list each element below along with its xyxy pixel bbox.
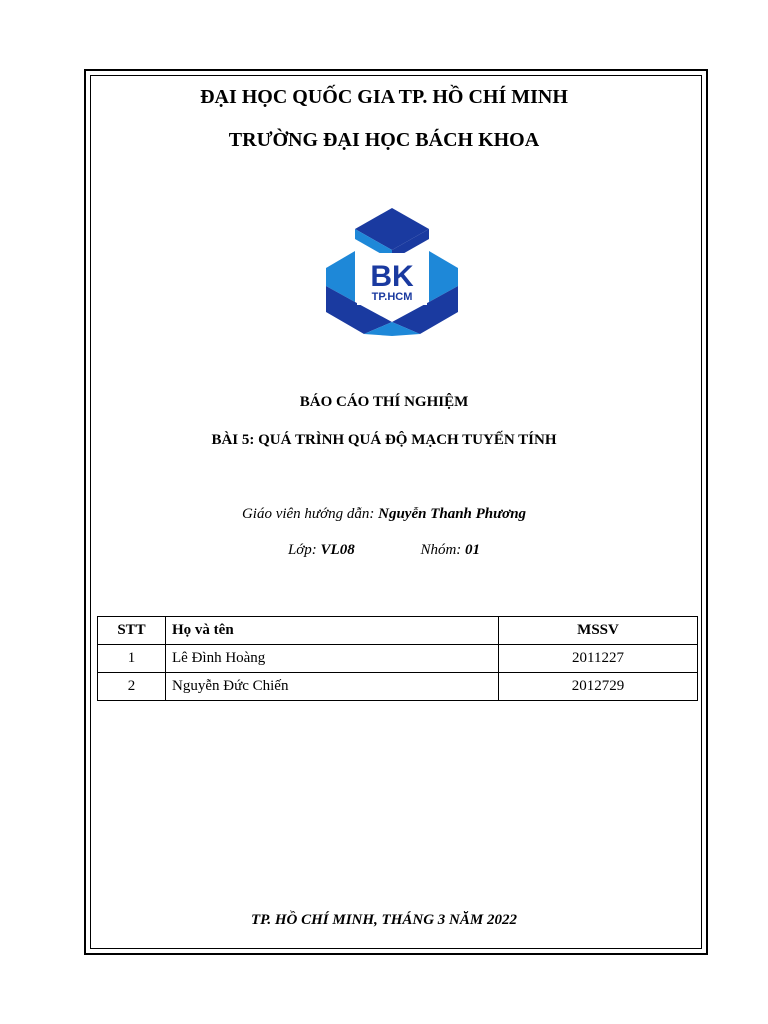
table-header-row: [98, 617, 698, 645]
cell-mssv: 2011227: [499, 645, 698, 673]
table-row: [98, 645, 698, 673]
instructor-line: [0, 506, 768, 523]
cell-name: Lê Đình Hoàng: [166, 645, 499, 673]
report-type: BÁO CÁO THÍ NGHIỆM: [299, 394, 469, 410]
group-value: 01: [465, 542, 481, 558]
cell-stt: 2: [98, 673, 166, 701]
header-stt: STT: [98, 617, 166, 645]
place-date: TP. HỒ CHÍ MINH, THÁNG 3 NĂM 2022: [250, 912, 517, 928]
cell-mssv: 2012729: [499, 673, 698, 701]
bk-logo: [324, 206, 460, 336]
members-table: [97, 616, 698, 701]
logo-text-tphcm: TP.HCM: [371, 291, 413, 303]
instructor-label: Giáo viên hướng dẫn:: [241, 506, 379, 522]
school-name: TRƯỜNG ĐẠI HỌC BÁCH KHOA: [228, 129, 540, 151]
logo-text-bk: BK: [370, 260, 414, 293]
instructor-name: Nguyễn Thanh Phương: [378, 506, 527, 522]
table-row: [98, 673, 698, 701]
header-mssv: MSSV: [499, 617, 698, 645]
report-title: BÀI 5: QUÁ TRÌNH QUÁ ĐỘ MẠCH TUYẾN TÍNH: [211, 432, 557, 448]
cell-stt: 1: [98, 645, 166, 673]
class-group-line: [0, 542, 768, 559]
group-label: Nhóm:: [420, 542, 466, 558]
class-label: Lớp:: [287, 542, 321, 558]
class-value: VL08: [320, 542, 355, 558]
cell-name: Nguyễn Đức Chiến: [166, 673, 499, 701]
university-name: ĐẠI HỌC QUỐC GIA TP. HỒ CHÍ MINH: [200, 86, 568, 108]
header-name: Họ và tên: [166, 617, 499, 645]
